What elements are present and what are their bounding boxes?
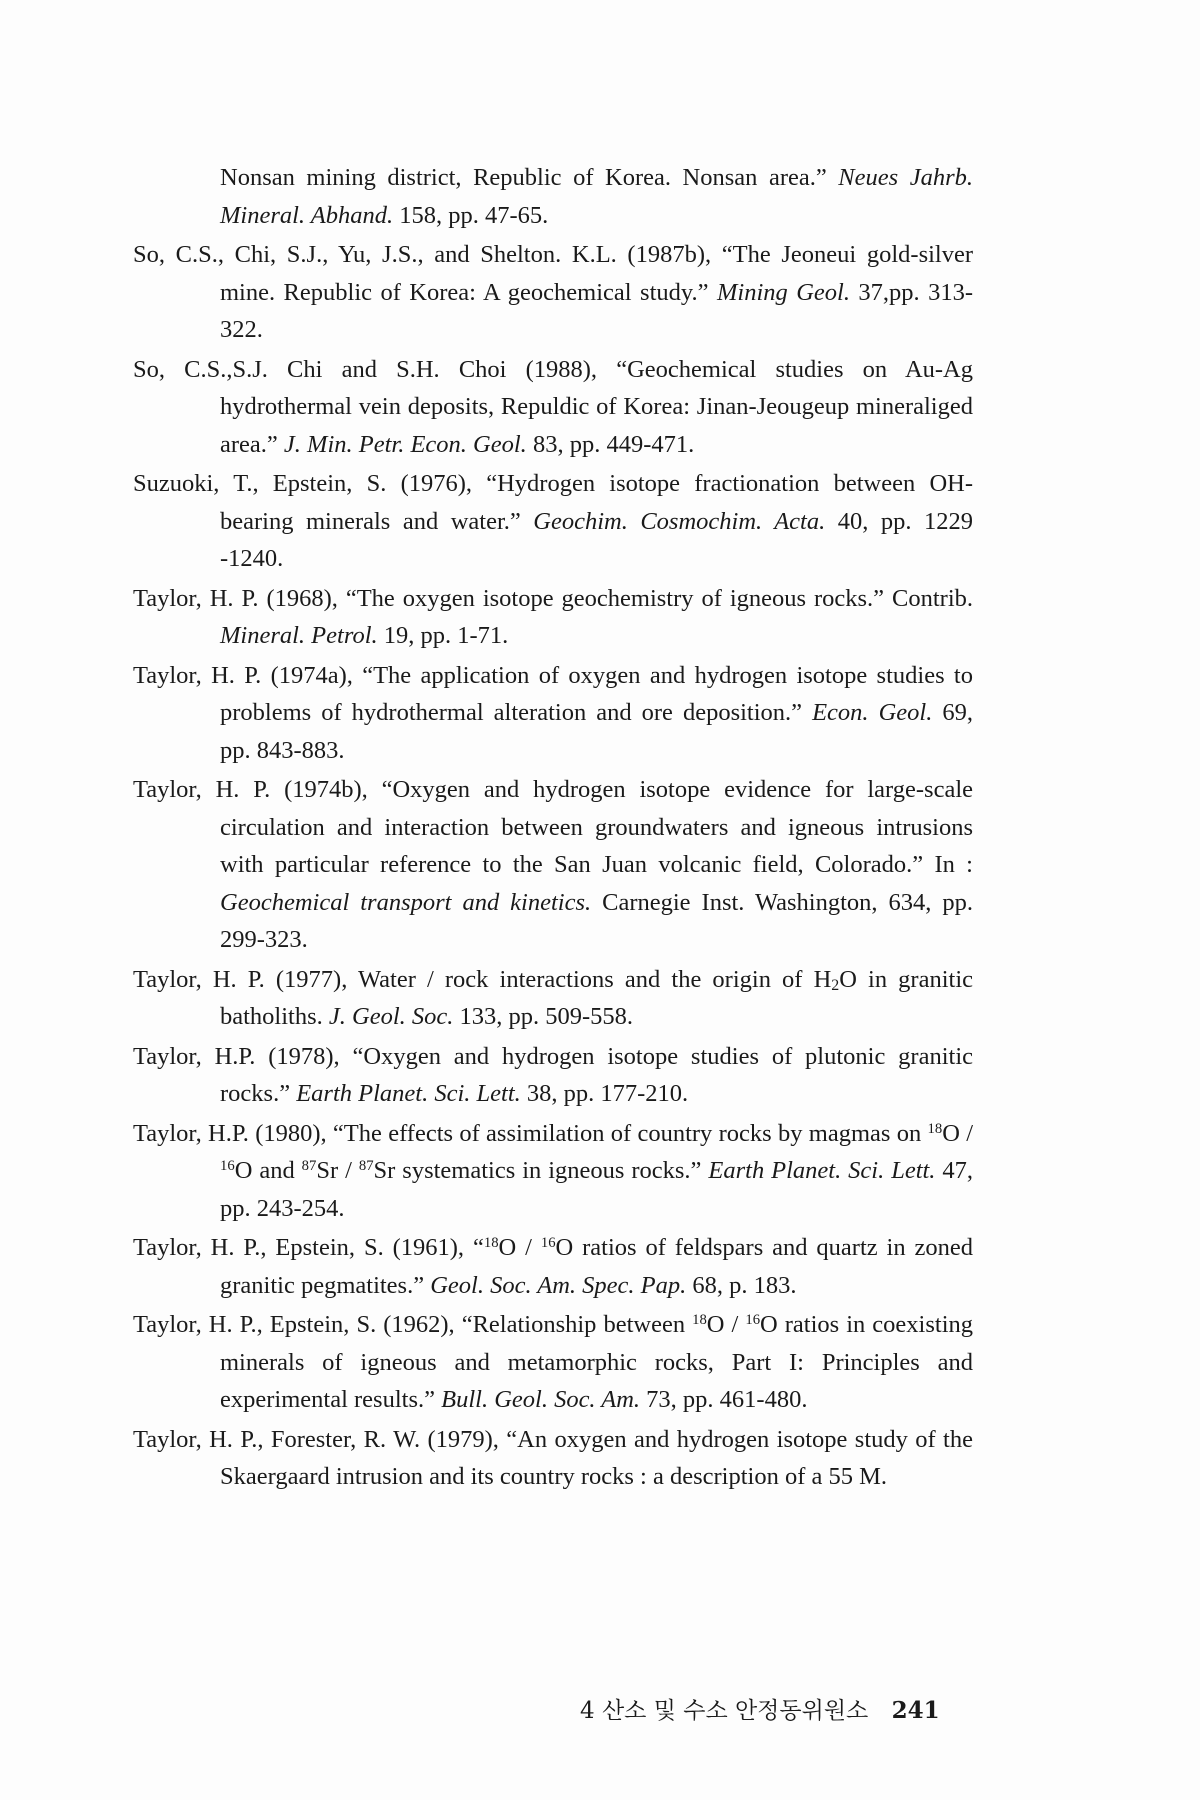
journal-title: Geochemical transport and kinetics.	[220, 888, 592, 916]
journal-title: Neues Jahrb. Mineral. Abhand.	[220, 164, 973, 229]
reference-entry	[133, 236, 973, 349]
reference-entry	[133, 657, 973, 770]
reference-text: 73, pp. 461-480.	[640, 1386, 808, 1413]
reference-entry	[133, 351, 973, 464]
reference-text: 47, pp. 243-254.	[220, 1157, 974, 1222]
reference-text: Nonsan mining district, Republic of Korea. Nonsan area.”	[220, 164, 839, 191]
reference-text: O in granitic batholiths.	[220, 965, 974, 1030]
reference-list	[133, 159, 973, 1498]
journal-title: Bull. Geol. Soc. Am.	[441, 1386, 641, 1413]
reference-text: Suzuoki, T., Epstein, S. (1976), “Hydrogen isotope fractionation between OH-bearing minerals and water.”	[133, 470, 973, 535]
superscript: 18	[483, 1234, 499, 1251]
reference-text: 133, pp. 509-558.	[453, 1003, 634, 1030]
reference-text: O ratios of feldspars and quartz in zoned granitic pegmatites.”	[220, 1234, 973, 1299]
reference-entry	[133, 1421, 973, 1496]
superscript: 16	[540, 1234, 556, 1251]
reference-entry	[133, 1306, 973, 1419]
superscript: 18	[927, 1120, 943, 1137]
superscript: 16	[220, 1157, 235, 1174]
reference-text: Taylor, H. P., Epstein, S. (1961), “	[133, 1234, 484, 1261]
reference-text: Taylor, H.P. (1978), “Oxygen and hydrogen isotope studies of plutonic granitic rocks.”	[133, 1042, 973, 1107]
reference-text: So, C.S., Chi, S.J., Yu, J.S., and Shelton. K.L. (1987b), “The Jeoneui gold-silver mine. Republic of Korea: A geochemical study.”	[133, 241, 973, 306]
reference-text: Taylor, H.P. (1980), “The effects of assimilation of country rocks by magmas on	[133, 1119, 928, 1147]
superscript: 87	[358, 1157, 374, 1174]
subscript: 2	[831, 976, 840, 994]
reference-text: 158, pp. 47-65.	[393, 201, 549, 229]
chapter-title: 4 산소 및 수소 안정동위원소	[580, 1698, 869, 1724]
reference-entry	[133, 465, 973, 578]
reference-entry	[133, 1115, 973, 1228]
reference-text: 68, p. 183.	[686, 1271, 797, 1299]
journal-title: J. Geol. Soc.	[328, 1003, 454, 1030]
journal-title: Earth Planet. Sci. Lett.	[296, 1080, 521, 1107]
reference-entry	[133, 159, 973, 234]
reference-text: Taylor, H. P. (1974a), “The application of oxygen and hydrogen isotope studies to problems of hydrothermal alteration and ore deposition.”	[133, 661, 973, 726]
journal-title: Mining Geol.	[716, 278, 850, 306]
journal-title: Geochim. Cosmochim. Acta.	[533, 507, 826, 535]
reference-text: O and	[234, 1157, 302, 1184]
reference-text: Sr systematics in igneous rocks.”	[373, 1157, 709, 1184]
superscript: 16	[745, 1311, 761, 1328]
page-number: 241	[891, 1697, 940, 1724]
journal-title: J. Min. Petr. Econ. Geol.	[283, 430, 527, 458]
reference-text: 69, pp. 843-883.	[220, 699, 974, 764]
superscript: 18	[692, 1311, 707, 1328]
page-footer	[580, 1692, 940, 1725]
reference-text: Carnegie Inst. Washington, 634, pp. 299-323.	[220, 888, 974, 953]
journal-title: Geol. Soc. Am. Spec. Pap.	[430, 1271, 687, 1299]
reference-text: O /	[498, 1234, 541, 1261]
reference-text: Taylor, H. P. (1977), Water / rock interactions and the origin of H	[133, 965, 832, 993]
reference-text: Sr /	[316, 1157, 359, 1184]
reference-text: Taylor, H. P., Forester, R. W. (1979), “An oxygen and hydrogen isotope study of the Skaergaard intrusion and its country rocks : a description of a 55 M.	[133, 1425, 973, 1490]
reference-entry	[133, 1229, 973, 1304]
reference-text: 37,pp. 313-322.	[220, 278, 973, 343]
reference-text: So, C.S.,S.J. Chi and S.H. Choi (1988), “Geochemical studies on Au-Ag hydrothermal vein deposits, Repuldic of Korea: Jinan-Jeougeup mineraliged area.”	[133, 355, 973, 458]
reference-entry	[133, 580, 973, 655]
journal-title: Mineral. Petrol.	[220, 622, 378, 649]
reference-entry	[133, 1038, 973, 1113]
reference-text: O /	[706, 1311, 746, 1338]
reference-text: Taylor, H. P. (1968), “The oxygen isotope geochemistry of igneous rocks.” Contrib.	[133, 584, 973, 612]
reference-entry	[133, 961, 973, 1036]
reference-entry	[133, 771, 973, 959]
journal-title: Earth Planet. Sci. Lett.	[708, 1157, 936, 1184]
reference-text: O /	[942, 1119, 974, 1147]
reference-text: Taylor, H. P. (1974b), “Oxygen and hydrogen isotope evidence for large-scale circulation and interaction between groundwaters and igneous intrusions with particular reference to the San Juan volcanic field, Colorado.” In :	[133, 776, 973, 878]
superscript: 87	[301, 1157, 317, 1174]
reference-text: Taylor, H. P., Epstein, S. (1962), “Relationship between	[133, 1311, 693, 1338]
reference-text: O ratios in coexisting minerals of igneous and metamorphic rocks, Part I: Principles and experimental results.”	[220, 1311, 973, 1413]
reference-text: 83, pp. 449-471.	[526, 430, 695, 458]
journal-title: Econ. Geol.	[812, 699, 933, 726]
reference-text: 38, pp. 177-210.	[520, 1080, 689, 1107]
reference-text: 19, pp. 1-71.	[377, 622, 509, 649]
reference-text: 40, pp. 1229 -1240.	[220, 507, 973, 572]
